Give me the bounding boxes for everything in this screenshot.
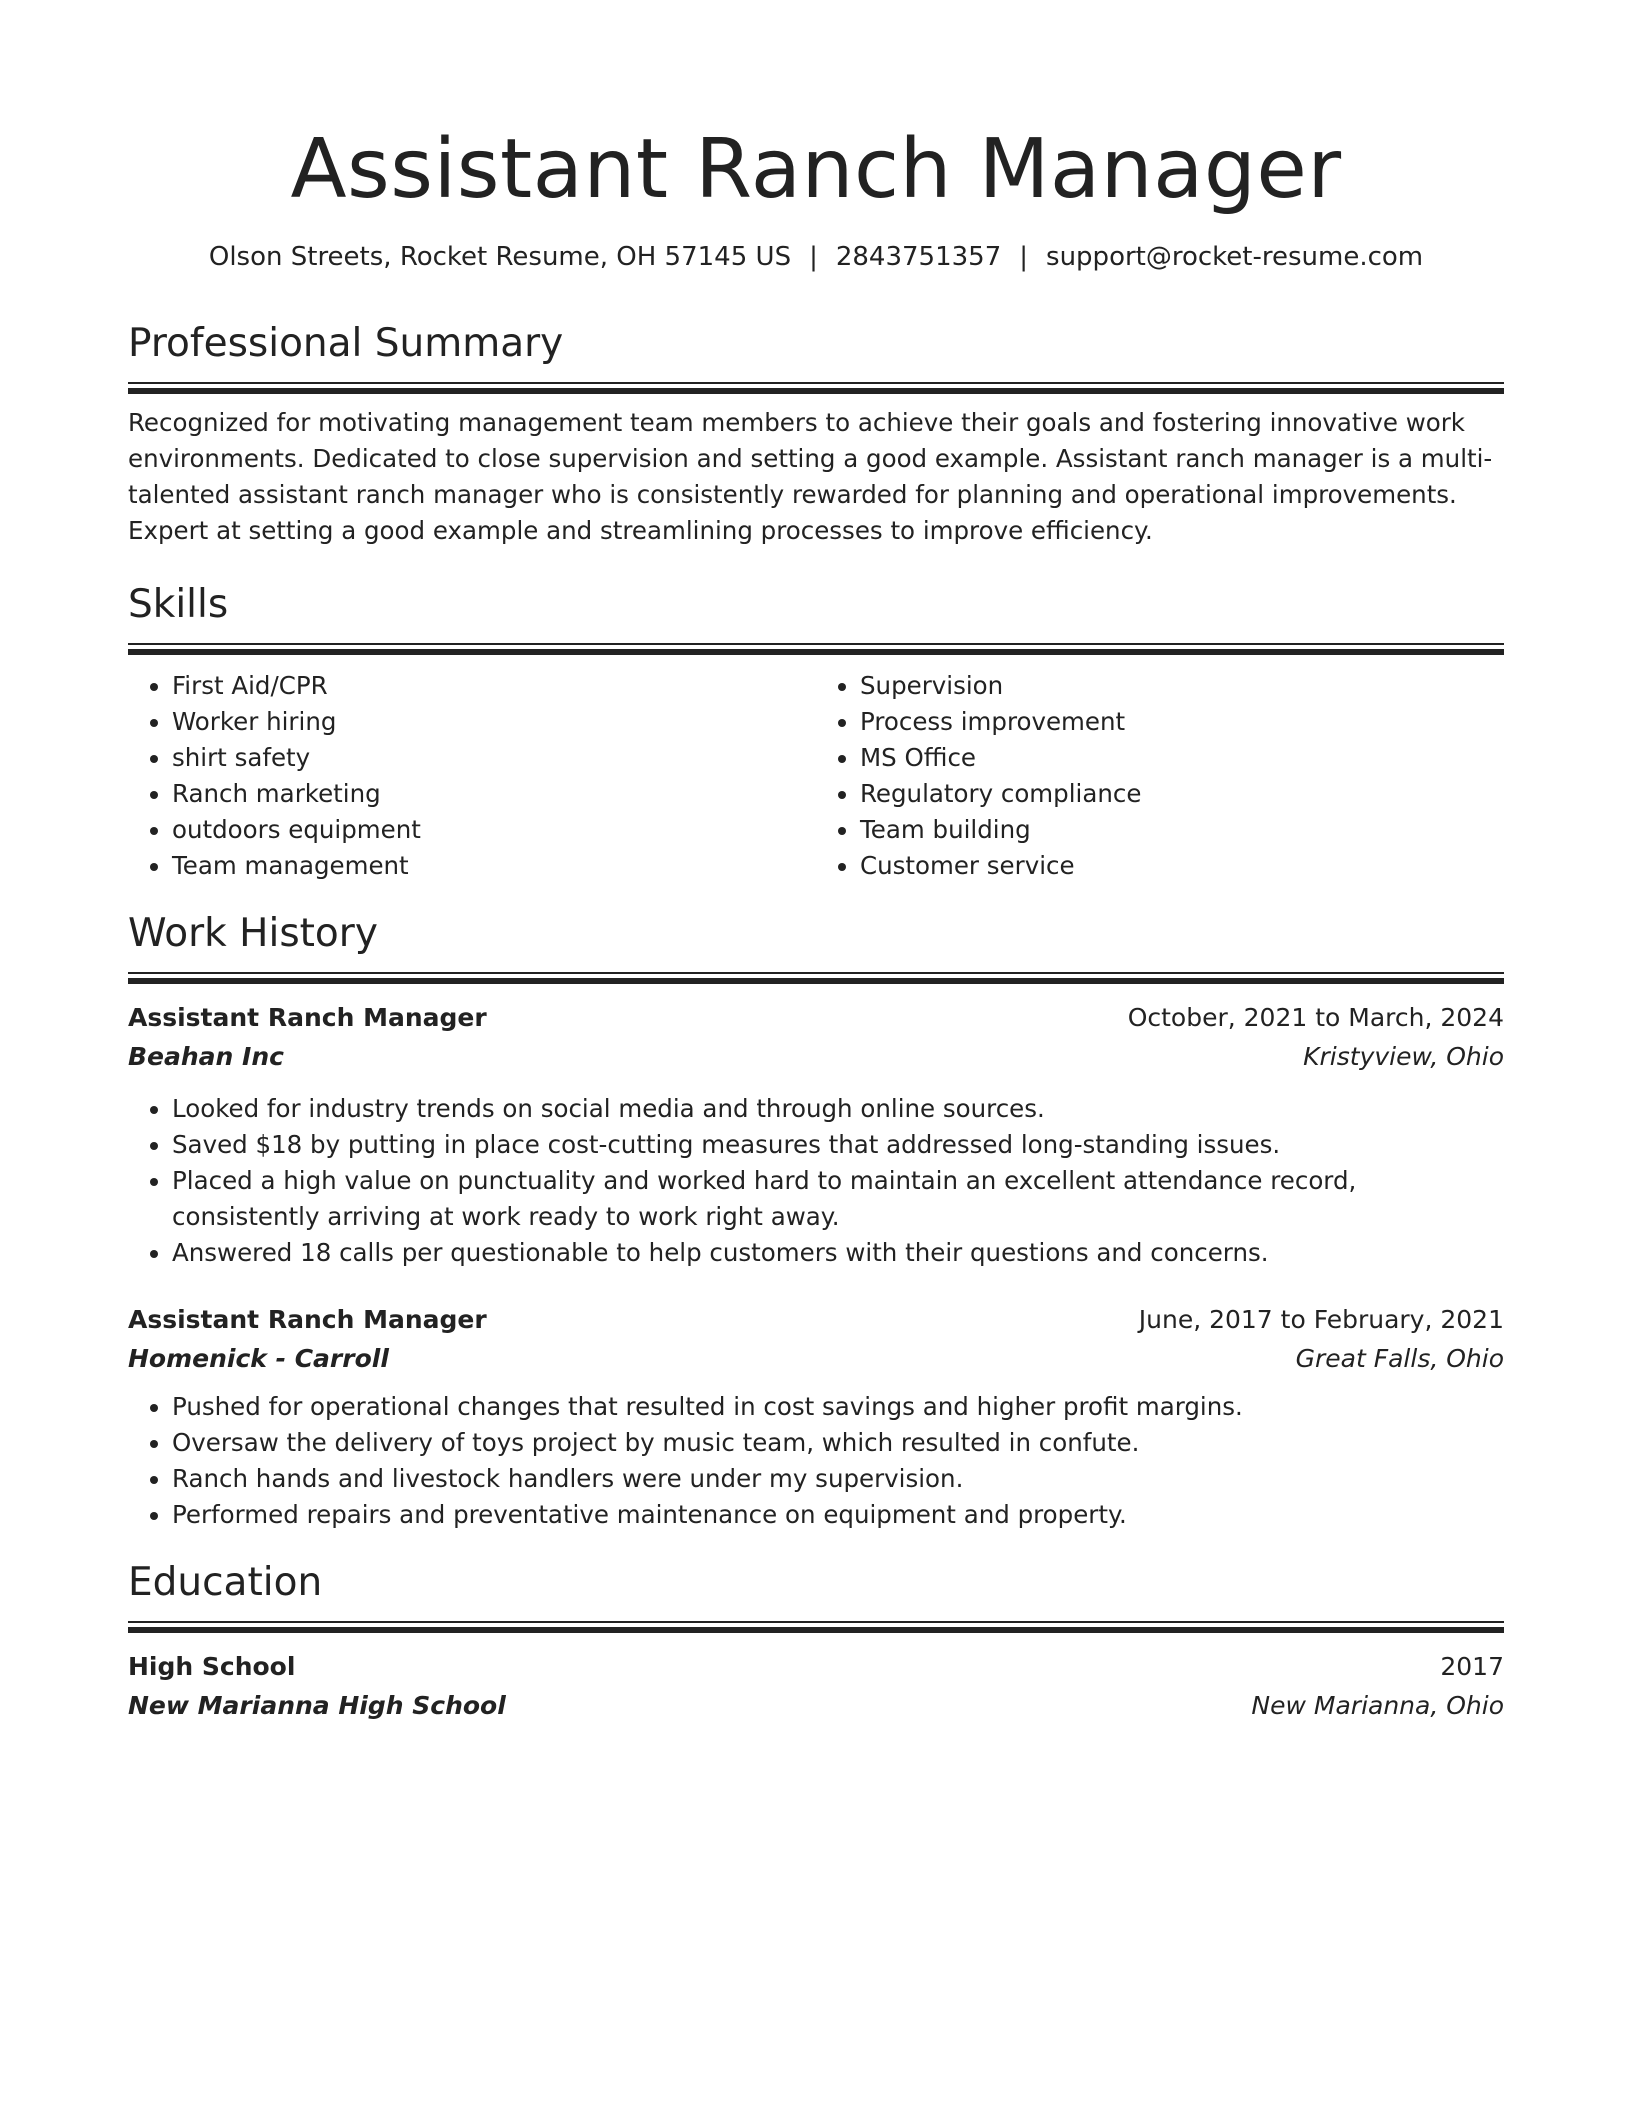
skill-item: • Ranch marketing xyxy=(172,776,816,812)
job-bullet: • Ranch hands and livestock handlers were under my supervision. xyxy=(172,1461,1504,1497)
job-bullet: • Performed repairs and preventative maintenance on equipment and property. xyxy=(172,1497,1504,1533)
job-company: Beahan Inc xyxy=(128,1042,284,1071)
skill-item: • Team management xyxy=(172,848,816,884)
skills-list-right xyxy=(816,668,1504,884)
skill-item: • outdoors equipment xyxy=(172,812,816,848)
job-company-row xyxy=(128,1037,1504,1077)
job-dates: October, 2021 to March, 2024 xyxy=(1127,1003,1504,1032)
job-location: Kristyview, Ohio xyxy=(1303,1042,1504,1071)
education-school-row xyxy=(128,1686,1504,1726)
resume-name: Assistant Ranch Manager xyxy=(290,122,1342,217)
skill-item: • Supervision xyxy=(860,668,1504,704)
education-header-row xyxy=(128,1648,1504,1686)
contact-phone: 2843751357 xyxy=(835,242,1002,272)
summary-text: Recognized for motivating management team members to achieve their goals and fostering innovative work environments. Dedicated to close supervision and setting a good example. Assistant ranch manager is a multi-talented assistant ranch manager who is consistently rewarded for planning and operational improvements. Expert at setting a good example and streamlining processes to improve efficiency. xyxy=(128,408,1493,545)
section-title-work: Work History xyxy=(128,911,378,956)
job-bullet: • Looked for industry trends on social media and through online sources. xyxy=(172,1091,1504,1127)
section-title-skills: Skills xyxy=(128,582,229,627)
summary-section xyxy=(128,320,1504,549)
education-degree: High School xyxy=(128,1652,296,1681)
job-company-row xyxy=(128,1339,1504,1379)
education-entry xyxy=(128,1648,1504,1726)
section-divider xyxy=(128,1621,1504,1632)
contact-email: support@rocket-resume.com xyxy=(1046,242,1424,272)
work-history-section xyxy=(128,910,1504,1533)
section-divider xyxy=(128,972,1504,983)
job-bullet: • Saved $18 by putting in place cost-cutting measures that addressed long-standing issues. xyxy=(172,1127,1504,1163)
skill-item: • MS Office xyxy=(860,740,1504,776)
skills-section xyxy=(128,581,1504,884)
section-divider xyxy=(128,643,1504,654)
job-bullets xyxy=(128,1091,1504,1271)
job-dates: June, 2017 to February, 2021 xyxy=(1138,1305,1504,1334)
contact-separator: | xyxy=(809,242,818,272)
job-location: Great Falls, Ohio xyxy=(1295,1344,1504,1373)
job-entry xyxy=(128,999,1504,1271)
skills-list-left xyxy=(128,668,816,884)
skill-item: • Process improvement xyxy=(860,704,1504,740)
skill-item: • Worker hiring xyxy=(172,704,816,740)
job-title: Assistant Ranch Manager xyxy=(128,1305,487,1334)
job-bullet: • Answered 18 calls per questionable to help customers with their questions and concerns. xyxy=(172,1235,1504,1271)
job-header-row xyxy=(128,1301,1504,1339)
skill-item: • Customer service xyxy=(860,848,1504,884)
education-school: New Marianna High School xyxy=(128,1691,506,1720)
job-bullets xyxy=(128,1389,1504,1533)
job-bullet: • Placed a high value on punctuality and worked hard to maintain an excellent attendance record, consistently arriving at work ready to work right away. xyxy=(172,1163,1504,1235)
section-title-summary: Professional Summary xyxy=(128,321,564,366)
contact-line xyxy=(128,240,1504,274)
job-company: Homenick - Carroll xyxy=(128,1344,389,1373)
contact-separator: | xyxy=(1019,242,1029,272)
skills-columns xyxy=(128,668,1504,884)
skill-item: • Regulatory compliance xyxy=(860,776,1504,812)
education-section xyxy=(128,1559,1504,1726)
job-bullet: • Oversaw the delivery of toys project by music team, which resulted in confute. xyxy=(172,1425,1504,1461)
section-title-education: Education xyxy=(128,1560,323,1605)
skill-item: • shirt safety xyxy=(172,740,816,776)
job-entry xyxy=(128,1301,1504,1533)
job-header-row xyxy=(128,999,1504,1037)
job-bullet: • Pushed for operational changes that resulted in cost savings and higher profit margins. xyxy=(172,1389,1504,1425)
education-year: 2017 xyxy=(1440,1652,1504,1681)
skill-item: • Team building xyxy=(860,812,1504,848)
skill-item: • First Aid/CPR xyxy=(172,668,816,704)
job-title: Assistant Ranch Manager xyxy=(128,1003,487,1032)
section-divider xyxy=(128,382,1504,393)
contact-address: Olson Streets, Rocket Resume, OH 57145 US xyxy=(208,242,792,272)
education-location: New Marianna, Ohio xyxy=(1251,1691,1504,1720)
